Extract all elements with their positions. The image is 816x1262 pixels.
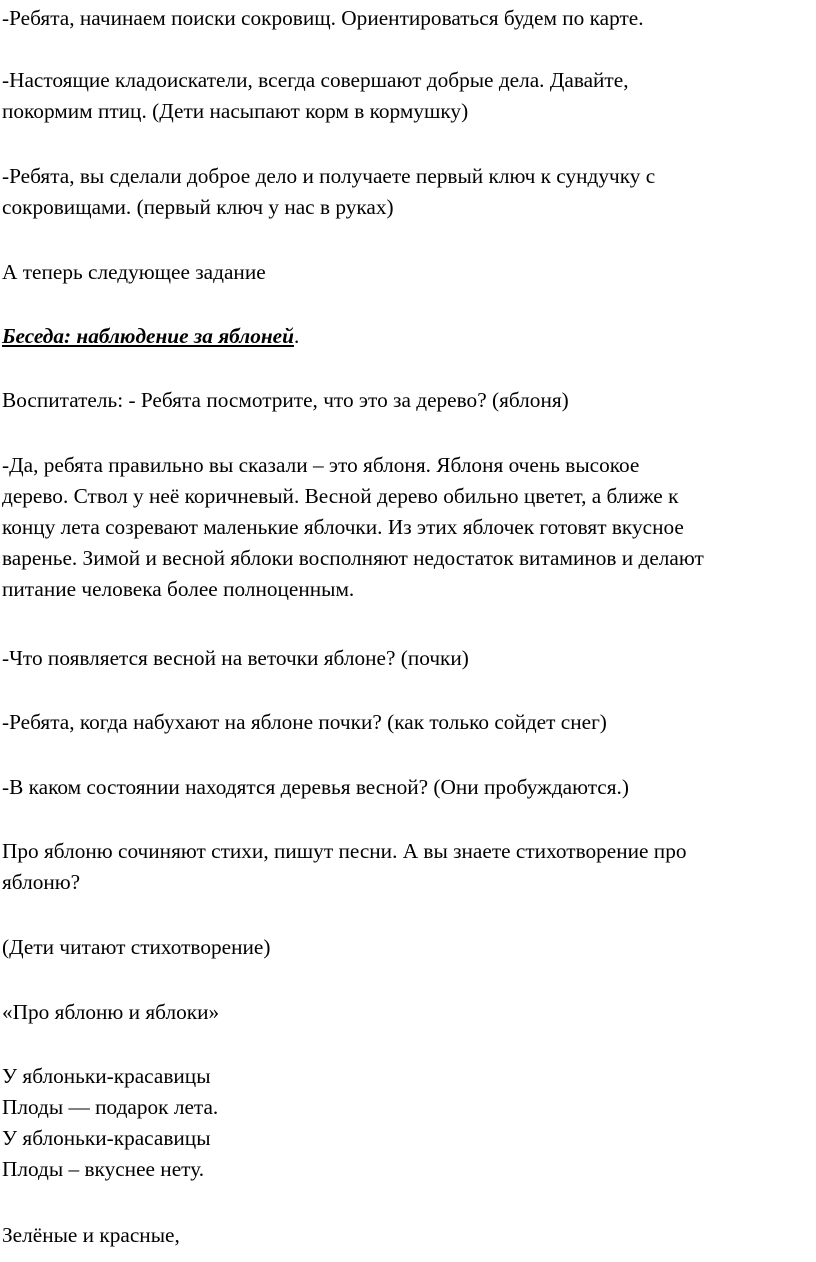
text-line: (Дети читают стихотворение): [2, 935, 271, 959]
heading-period: .: [293, 324, 300, 348]
paragraph-feed-birds: [2, 65, 812, 127]
paragraph-question-buds: [2, 643, 812, 674]
poem-line: У яблоньки-красавицы: [2, 1126, 211, 1150]
text-line: -Ребята, начинаем поиски сокровищ. Ориентироваться будем по карте.: [2, 6, 644, 30]
text-line: питание человека более полноценным.: [2, 577, 355, 601]
poem-next-stanza: [2, 1220, 812, 1251]
poem-stanza: [2, 1061, 812, 1185]
text-line: -Да, ребята правильно вы сказали – это яблоня. Яблоня очень высокое: [2, 453, 640, 477]
paragraph-next-task: [2, 257, 812, 288]
text-line: концу лета созревают маленькие яблочки. Из этих яблочек готовят вкусное: [2, 515, 684, 539]
paragraph-question-state: [2, 772, 812, 803]
text-line: дерево. Ствол у неё коричневый. Весной дерево обильно цветет, а ближе к: [2, 484, 679, 508]
poem-title: [2, 997, 812, 1028]
paragraph-teacher-question: [2, 385, 812, 416]
poem-line: Плоды – вкуснее нету.: [2, 1157, 205, 1181]
text-line: -Ребята, вы сделали доброе дело и получаете первый ключ к сундучку с: [2, 164, 656, 188]
text-line: -Ребята, когда набухают на яблоне почки? (как только сойдет снег): [2, 710, 607, 734]
paragraph-treasure-hunt-start: [2, 3, 812, 34]
paragraph-poems-intro: [2, 836, 812, 898]
paragraph-first-key: [2, 161, 812, 223]
text-line: А теперь следующее задание: [2, 260, 266, 284]
poem-line: У яблоньки-красавицы: [2, 1064, 211, 1088]
text-line: Воспитатель: - Ребята посмотрите, что это за дерево? (яблоня): [2, 388, 569, 412]
paragraph-children-read: [2, 932, 812, 963]
paragraph-question-swell: [2, 707, 812, 738]
text-line: сокровищами. (первый ключ у нас в руках): [2, 195, 394, 219]
text-line: «Про яблоню и яблоки»: [2, 1000, 220, 1024]
text-line: -В каком состоянии находятся деревья весной? (Они пробуждаются.): [2, 775, 629, 799]
paragraph-apple-tree-description: [2, 450, 812, 605]
text-line: варенье. Зимой и весной яблоки восполняют недостаток витаминов и делают: [2, 546, 704, 570]
poem-line: Зелёные и красные,: [2, 1223, 180, 1247]
section-heading: [2, 321, 812, 352]
heading-text: Беседа: наблюдение за яблоней: [2, 324, 294, 348]
text-line: яблоню?: [2, 870, 81, 894]
text-line: -Настоящие кладоискатели, всегда совершают добрые дела. Давайте,: [2, 68, 629, 92]
text-line: покормим птиц. (Дети насыпают корм в кормушку): [2, 99, 469, 123]
text-line: -Что появляется весной на веточки яблоне? (почки): [2, 646, 469, 670]
text-line: Про яблоню сочиняют стихи, пишут песни. А вы знаете стихотворение про: [2, 839, 687, 863]
poem-line: Плоды — подарок лета.: [2, 1095, 219, 1119]
